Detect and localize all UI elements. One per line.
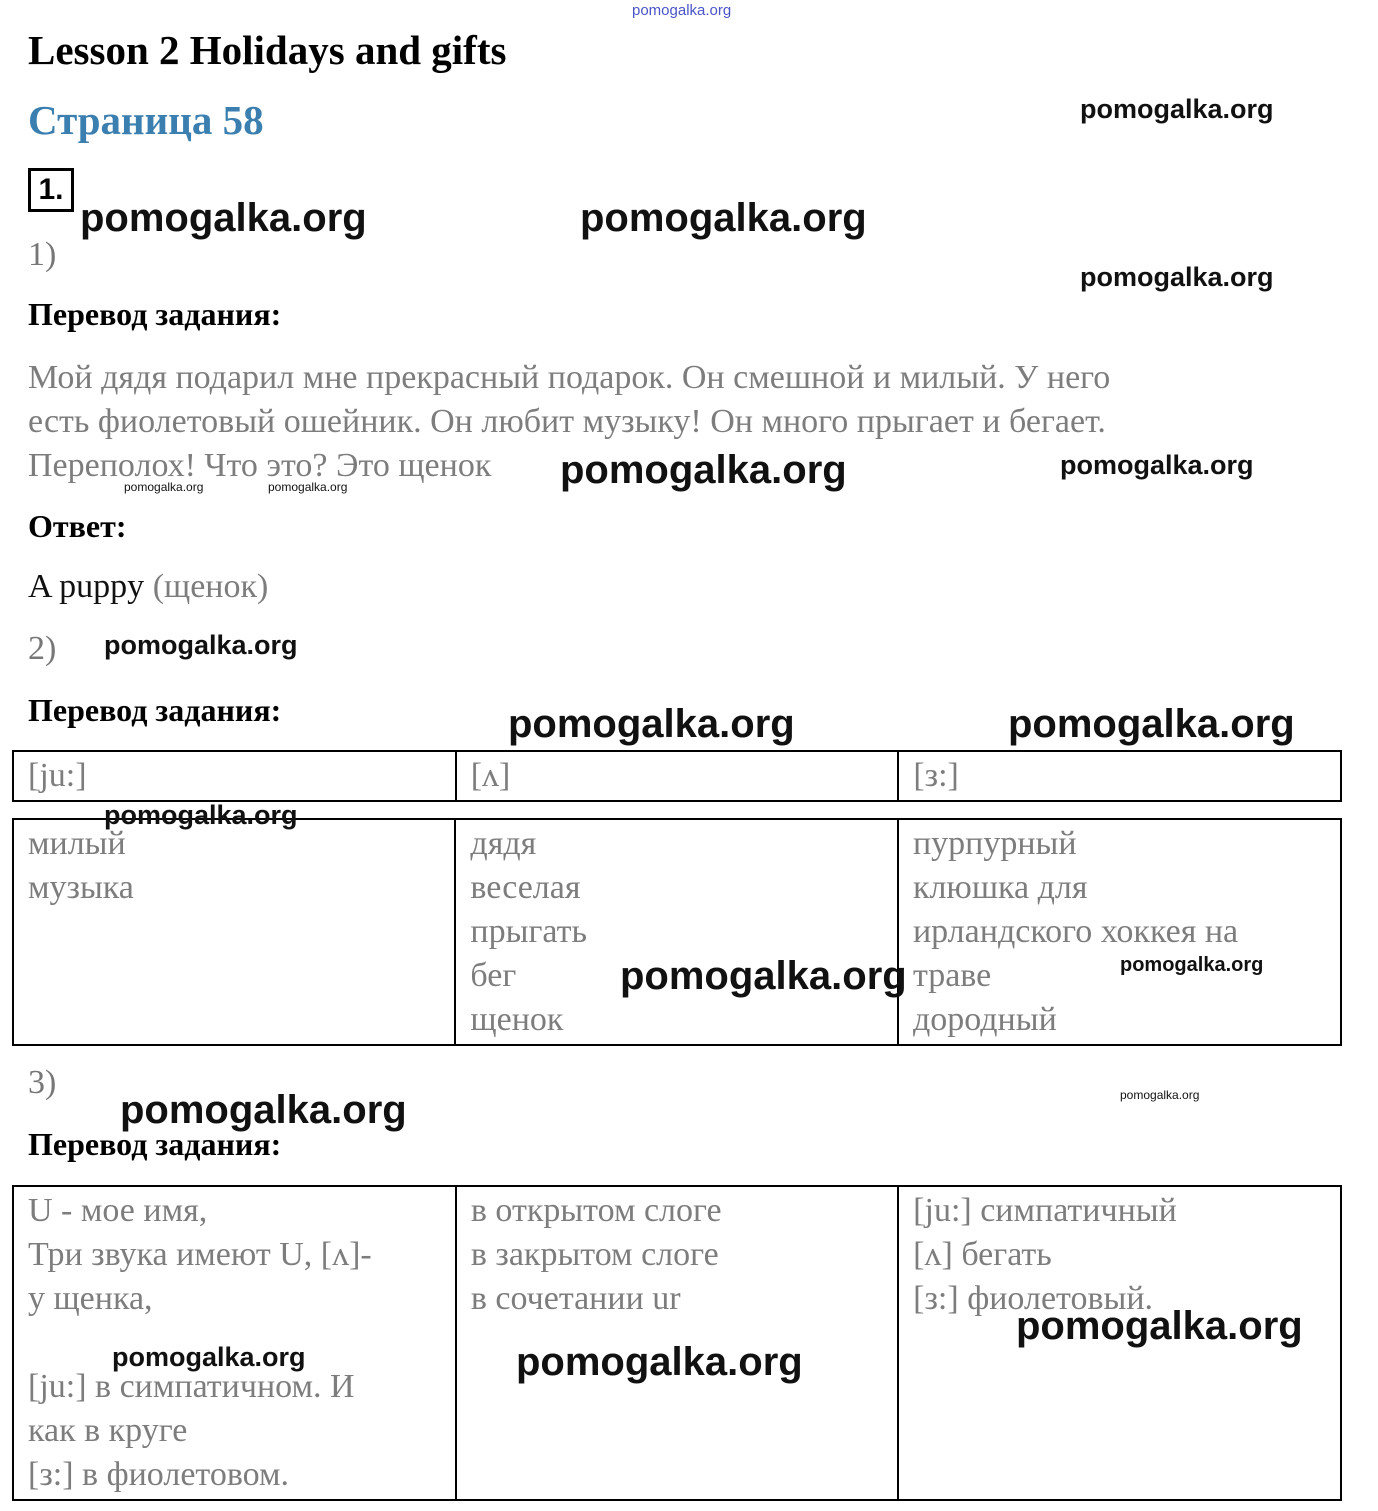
watermark: pomogalka.org: [1080, 94, 1274, 124]
sound-words-table: [12, 818, 1342, 1046]
rule-line: [ju:] симпатичный: [913, 1192, 1177, 1229]
rule-line: у щенка,: [28, 1280, 153, 1317]
watermark: pomogalka.org: [620, 954, 907, 998]
part1-translation-heading: Перевод задания:: [28, 296, 282, 332]
watermark: pomogalka.org: [516, 1340, 803, 1384]
watermark: pomogalka.org: [124, 480, 204, 494]
rule-line: Три звука имеют U, [ʌ]-: [28, 1236, 372, 1273]
part1-answer: [28, 568, 268, 606]
word: пурпурный: [912, 825, 1077, 862]
translation-line: Мой дядя подарил мне прекрасный подарок. Он смешной и милый. У него: [28, 359, 1111, 396]
header-cell: [з:]: [898, 751, 1341, 801]
lesson-title: Lesson 2 Holidays and gifts: [28, 27, 507, 73]
watermark: pomogalka.org: [268, 480, 348, 494]
part3-label: 3): [28, 1064, 57, 1101]
translation-line: Переполох! Что это? Это щенок: [28, 447, 492, 484]
word: музыка: [28, 869, 134, 906]
watermark: pomogalka.org: [580, 196, 867, 240]
watermark: pomogalka.org: [120, 1088, 407, 1132]
watermark: pomogalka.org: [1016, 1304, 1303, 1348]
word: ирландского хоккея на: [912, 913, 1239, 950]
answer-english: A puppy: [28, 568, 145, 605]
watermark: pomogalka.org: [508, 702, 795, 746]
watermark: pomogalka.org: [104, 800, 298, 830]
watermark: pomogalka.org: [80, 196, 367, 240]
part2-label: 2): [28, 630, 57, 667]
rule-line: в открытом слоге: [470, 1192, 722, 1229]
word: клюшка для: [912, 869, 1088, 906]
watermark: pomogalka.org: [104, 630, 298, 660]
word: прыгать: [470, 913, 587, 950]
rule-line: [з:] фиолетовый.: [913, 1280, 1154, 1317]
word: дядя: [470, 825, 537, 862]
word: щенок: [470, 1001, 564, 1038]
words-cell: [13, 819, 455, 1045]
word: веселая: [470, 869, 581, 906]
part1-label: 1): [28, 236, 57, 273]
watermark: pomogalka.org: [1120, 1088, 1200, 1102]
watermark: pomogalka.org: [112, 1342, 306, 1372]
watermark: pomogalka.org: [560, 448, 847, 492]
sound-header-table: [12, 750, 1342, 802]
words-cell: [898, 819, 1341, 1045]
words-cell: [455, 819, 898, 1045]
task-number-box: 1.: [28, 168, 74, 212]
rule-line: [ʌ] бегать: [913, 1236, 1052, 1273]
watermark: pomogalka.org: [1060, 450, 1254, 480]
word: бег: [470, 957, 517, 994]
watermark: pomogalka.org: [1080, 262, 1274, 292]
rule-line: [ju:] в симпатичном. И: [28, 1368, 355, 1405]
page-label: Страница 58: [28, 97, 264, 143]
part1-answer-heading: Ответ:: [28, 508, 127, 544]
rule-line: в закрытом слоге: [470, 1236, 719, 1273]
part3-translation-heading: Перевод задания:: [28, 1126, 282, 1162]
word: милый: [28, 825, 126, 862]
part2-translation-heading: Перевод задания:: [28, 692, 282, 728]
watermark: pomogalka.org: [1008, 702, 1295, 746]
word: дородный: [912, 1001, 1057, 1038]
rule-line: [з:] в фиолетовом.: [28, 1456, 290, 1493]
rule-line: в сочетании ur: [470, 1280, 681, 1317]
rule-line: U - мое имя,: [28, 1192, 208, 1229]
watermark: pomogalka.org: [632, 2, 732, 19]
translation-line: есть фиолетовый ошейник. Он любит музыку! Он много прыгает и бегает.: [28, 403, 1106, 440]
header-cell: [ʌ]: [456, 751, 899, 801]
header-cell: [ju:]: [13, 751, 456, 801]
watermark: pomogalka.org: [1120, 954, 1264, 976]
rule-line: как в круге: [28, 1412, 188, 1449]
word: траве: [912, 957, 992, 994]
answer-russian: (щенок): [152, 568, 269, 605]
